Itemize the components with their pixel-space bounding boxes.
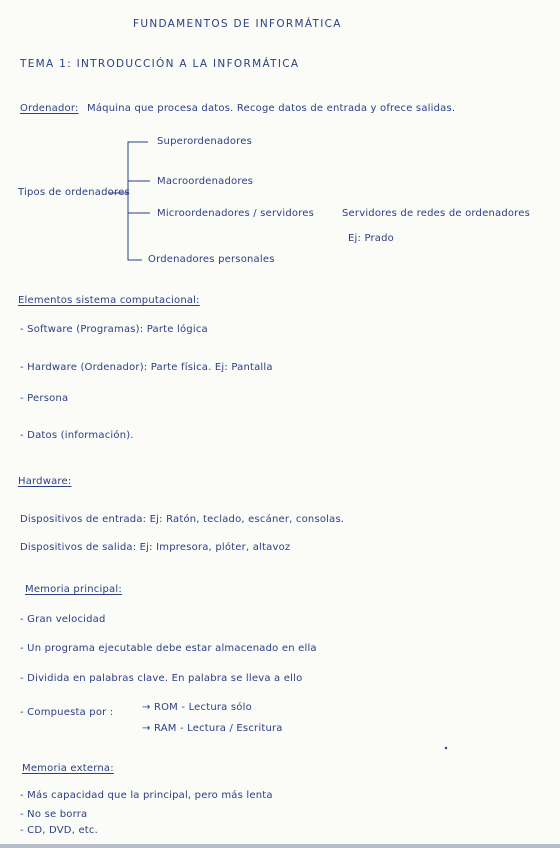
memoria-externa-item: - Más capacidad que la principal, pero más lenta — [20, 790, 273, 801]
memoria-principal-item: - Compuesta por : — [20, 707, 114, 718]
hardware-item: Dispositivos de salida: Ej: Impresora, plóter, altavoz — [20, 542, 291, 553]
type-item: Microordenadores / servidores — [157, 208, 315, 219]
memoria-externa-item: - CD, DVD, etc. — [20, 825, 98, 836]
memoria-principal-sub: → ROM - Lectura sólo — [142, 702, 252, 713]
elementos-item: - Software (Programas): Parte lógica — [20, 324, 208, 335]
ordenador-term: Ordenador: — [20, 103, 79, 114]
page-title: FUNDAMENTOS DE INFORMÁTICA — [133, 18, 342, 30]
ordenador-definition: Máquina que procesa datos. Recoge datos de entrada y ofrece salidas. — [87, 103, 456, 114]
elementos-heading: Elementos sistema computacional: — [18, 295, 200, 306]
memoria-principal-sub: → RAM - Lectura / Escritura — [142, 723, 283, 734]
page-bottom-edge — [0, 844, 560, 848]
types-note: Servidores de redes de ordenadores — [342, 208, 531, 219]
topic-heading: TEMA 1: INTRODUCCIÓN A LA INFORMÁTICA — [20, 58, 300, 70]
memoria-principal-item: - Dividida en palabras clave. En palabra se lleva a ello — [20, 673, 303, 684]
memoria-externa-heading: Memoria externa: — [22, 763, 114, 774]
hardware-heading: Hardware: — [18, 476, 72, 487]
memoria-principal-item: - Gran velocidad — [20, 614, 106, 625]
memoria-externa-item: - No se borra — [20, 809, 88, 820]
types-label: Tipos de ordenadores — [18, 187, 130, 198]
elementos-item: - Hardware (Ordenador): Parte física. Ej: Pantalla — [20, 362, 273, 373]
type-item: Ordenadores personales — [148, 254, 275, 265]
hardware-item: Dispositivos de entrada: Ej: Ratón, teclado, escáner, consolas. — [20, 514, 345, 525]
memoria-principal-heading: Memoria principal: — [25, 584, 122, 595]
elementos-item: - Persona — [20, 393, 69, 404]
type-item: Superordenadores — [157, 136, 253, 147]
types-example: Ej: Prado — [348, 233, 395, 244]
memoria-principal-item: - Un programa ejecutable debe estar almacenado en ella — [20, 643, 317, 654]
type-item: Macroordenadores — [157, 176, 254, 187]
elementos-item: - Datos (información). — [20, 430, 134, 441]
